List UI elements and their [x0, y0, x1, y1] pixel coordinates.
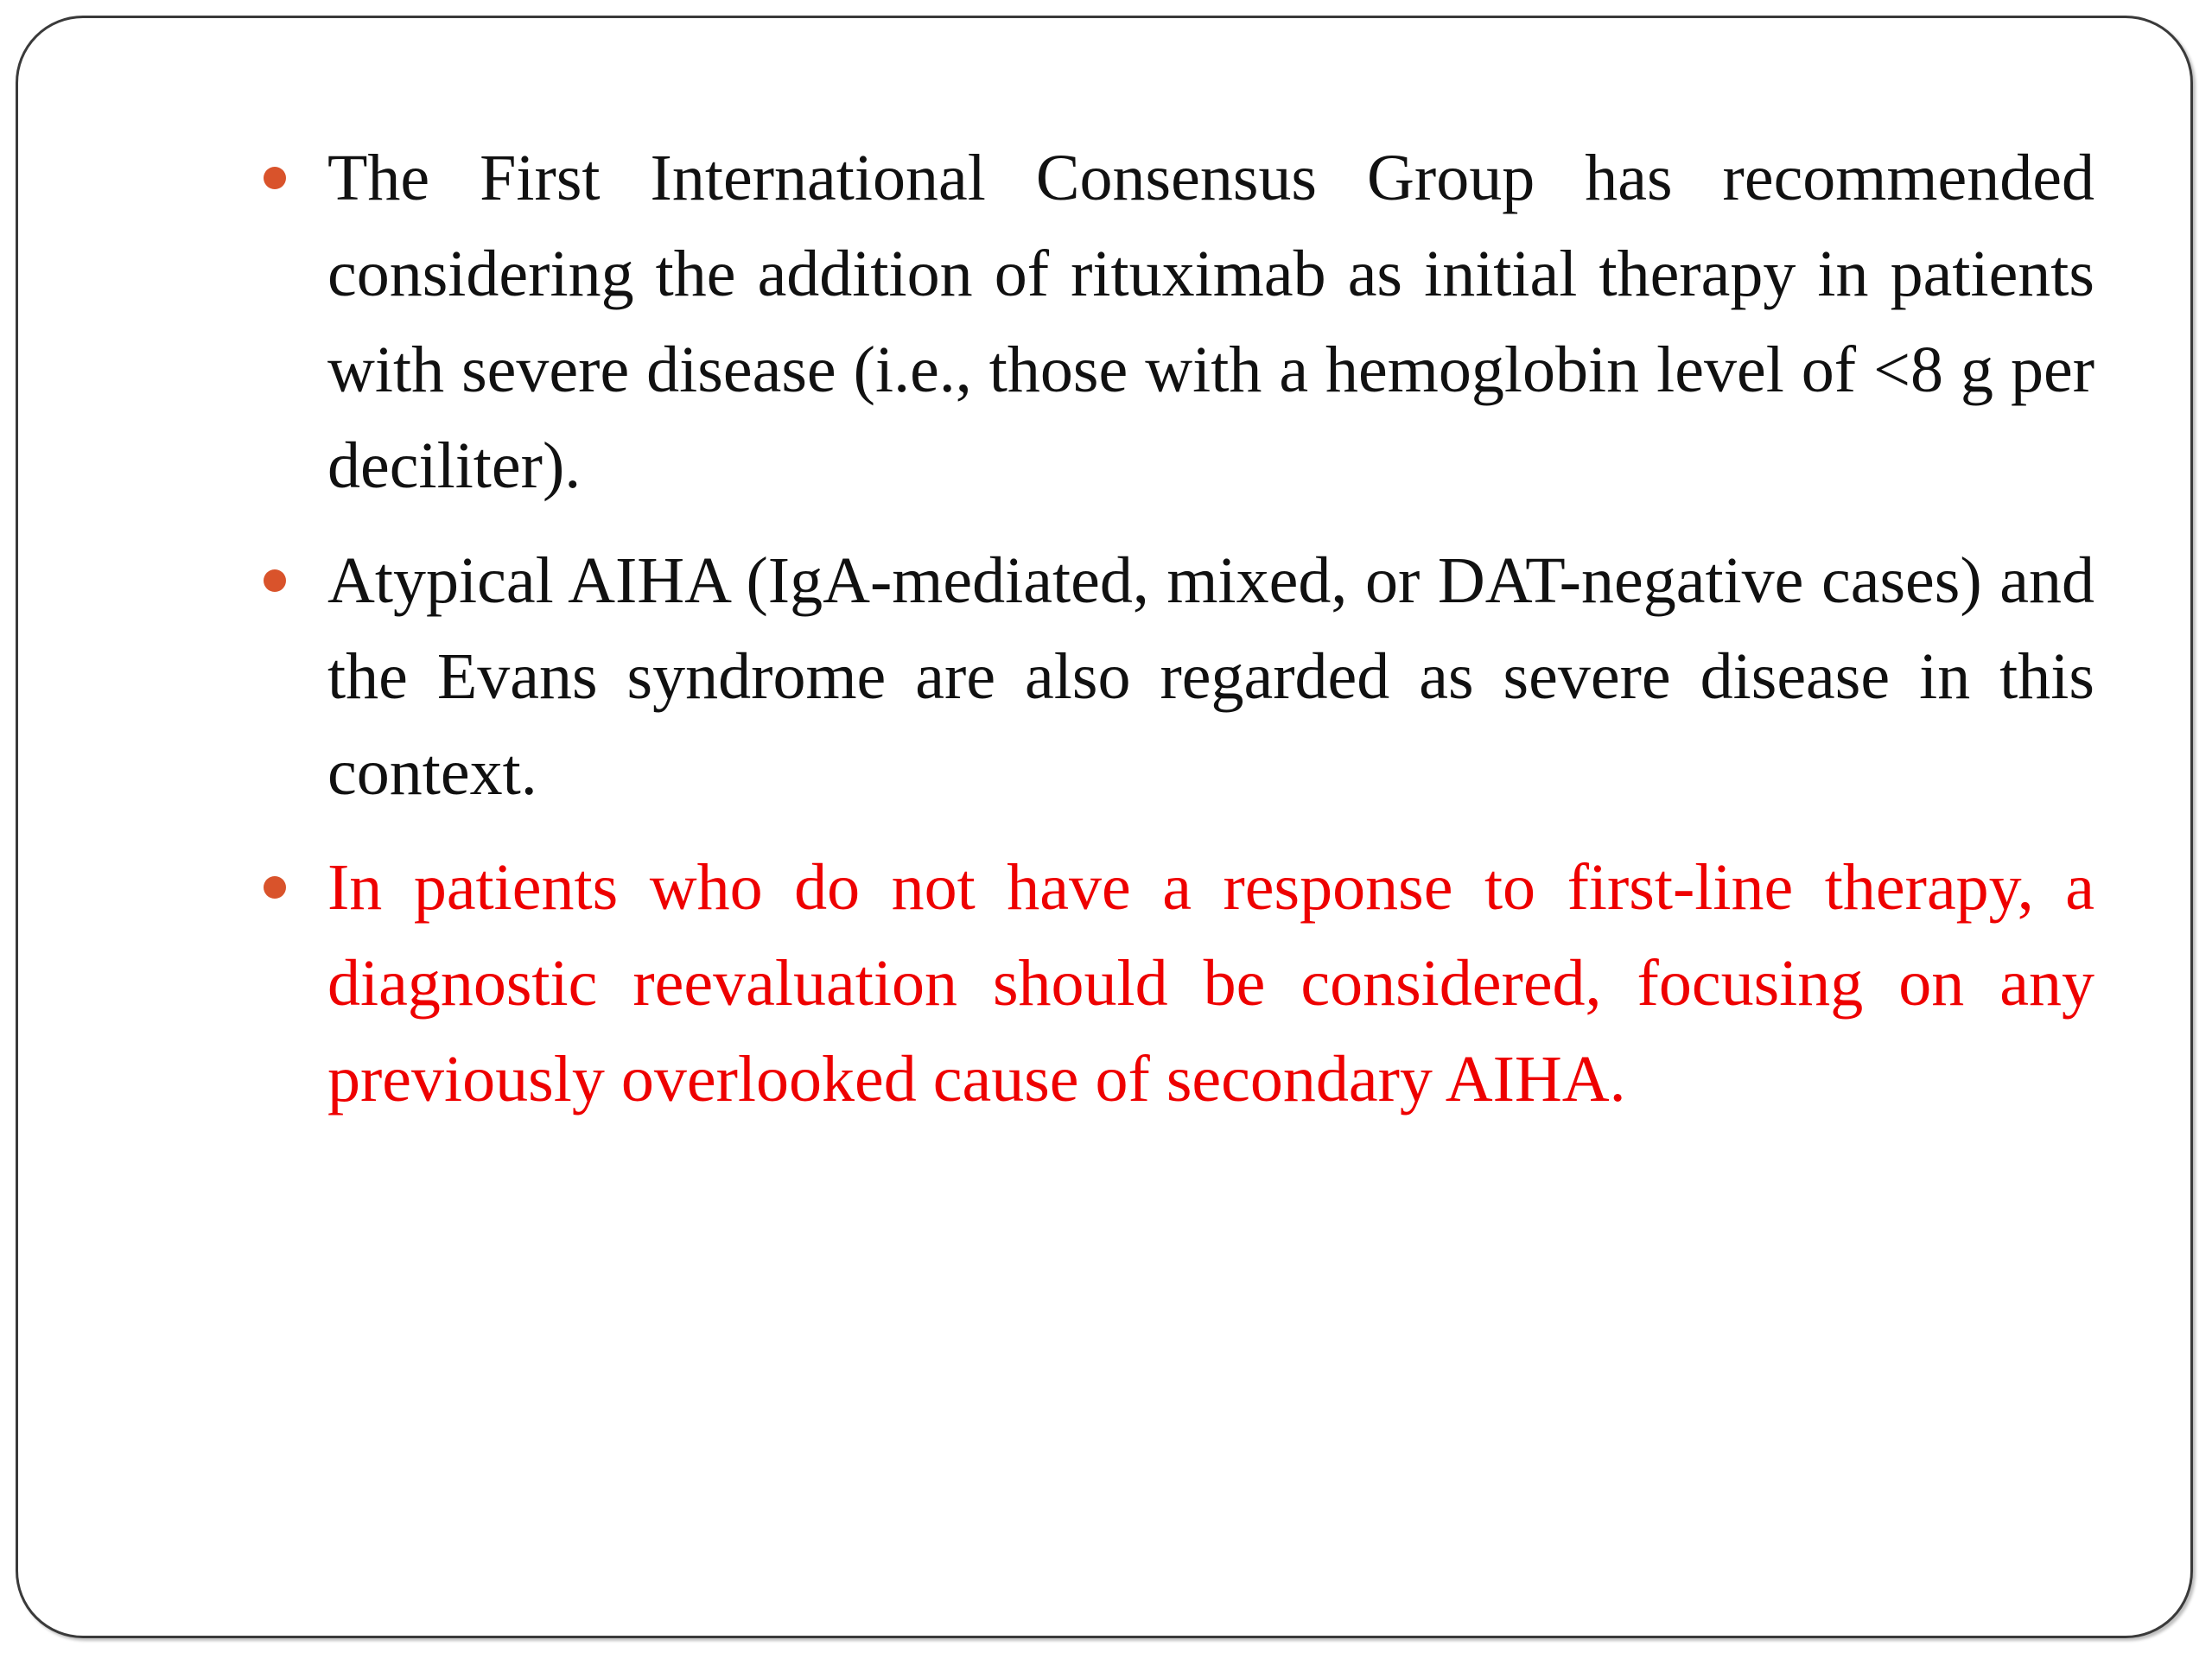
- bullet-dot-icon: [264, 167, 286, 189]
- bullet-text-2: Atypical AIHA (IgA-mediated, mixed, or DAT-negative cases) and the Evans syndrome are also regarded as severe disease in this context.: [327, 544, 2094, 809]
- slide-frame: [16, 16, 2193, 1638]
- bullet-item-1: [327, 130, 2094, 514]
- bullet-item-2: [327, 533, 2094, 821]
- bullet-dot-icon: [264, 876, 286, 899]
- bullet-item-3: [327, 840, 2094, 1128]
- bullet-dot-icon: [264, 569, 286, 592]
- bullet-text-3: In patients who do not have a response to first-line therapy, a diagnostic reevaluation should be considered, focusing on any previously overlooked cause of secondary AIHA.: [327, 851, 2094, 1116]
- slide-content: [327, 130, 2094, 1147]
- bullet-text-1: The First International Consensus Group has recommended considering the addition of rituximab as initial therapy in patients with severe disease (i.e., those with a hemoglobin level of <8 g per deciliter).: [327, 142, 2094, 502]
- bullet-list: [327, 130, 2094, 1128]
